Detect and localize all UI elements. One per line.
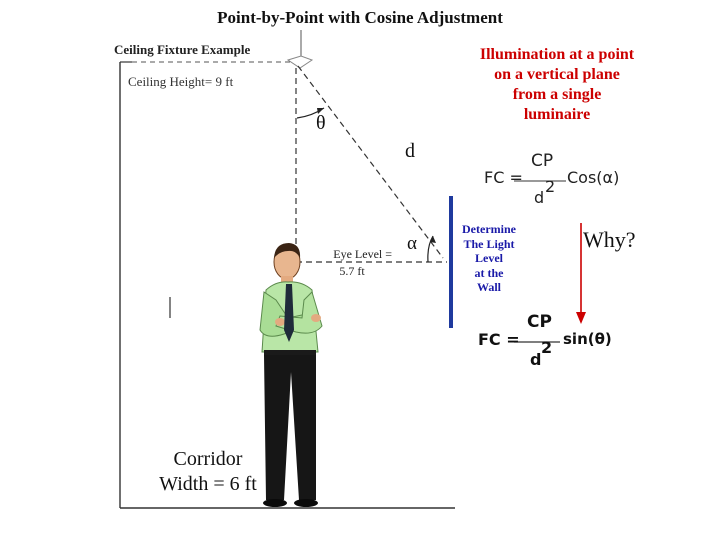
theta-symbol: θ: [316, 112, 326, 134]
eye-level-line-1: Eye Level =: [333, 247, 392, 261]
formula1-denominator: d: [534, 188, 545, 207]
blue-line-4: at the: [474, 265, 504, 280]
why-question: Why?: [583, 227, 636, 252]
formula1-numerator: CP: [531, 151, 554, 171]
formula1-trig: Cos(α): [567, 168, 620, 187]
illumination-heading-line-1: Illumination at a point: [479, 46, 635, 63]
eye-level-line-2: 5.7 ft: [339, 264, 365, 278]
corridor-line-1: Corridor: [173, 448, 243, 470]
formula2-numerator: CP: [527, 312, 552, 332]
blue-line-1: Determine: [462, 222, 516, 236]
alpha-symbol: α: [407, 233, 417, 254]
blue-line-5: Wall: [476, 280, 501, 294]
formula2-lhs: FC =: [478, 330, 520, 349]
formula1-lhs: FC =: [484, 168, 523, 187]
fixture-icon: [288, 56, 312, 68]
distance-line-d: [298, 66, 443, 258]
formula2-trig: sin(θ): [563, 330, 612, 348]
determine-light-label: [452, 222, 526, 295]
illumination-heading-line-2: on a vertical plane: [494, 66, 620, 83]
ceiling-height-label: Ceiling Height= 9 ft: [128, 74, 234, 89]
corridor-width-label: [128, 447, 288, 497]
illumination-heading-line-3: from a single: [512, 86, 602, 103]
formula2-denominator: d: [530, 350, 542, 369]
why-arrowhead: [576, 312, 586, 324]
distance-label-d: d: [405, 140, 415, 162]
formula2-exponent: 2: [541, 338, 553, 357]
corridor-line-2: Width = 6 ft: [159, 473, 257, 495]
blue-line-2: The Light: [463, 236, 515, 251]
blue-line-3: Level: [475, 251, 503, 265]
formula1-exponent: 2: [545, 177, 556, 196]
eye-level-label: [312, 246, 392, 280]
illumination-heading-line-4: luminaire: [523, 106, 591, 123]
diagram-subtitle: Ceiling Fixture Example: [114, 42, 251, 57]
page-title: Point-by-Point with Cosine Adjustment: [217, 8, 503, 27]
